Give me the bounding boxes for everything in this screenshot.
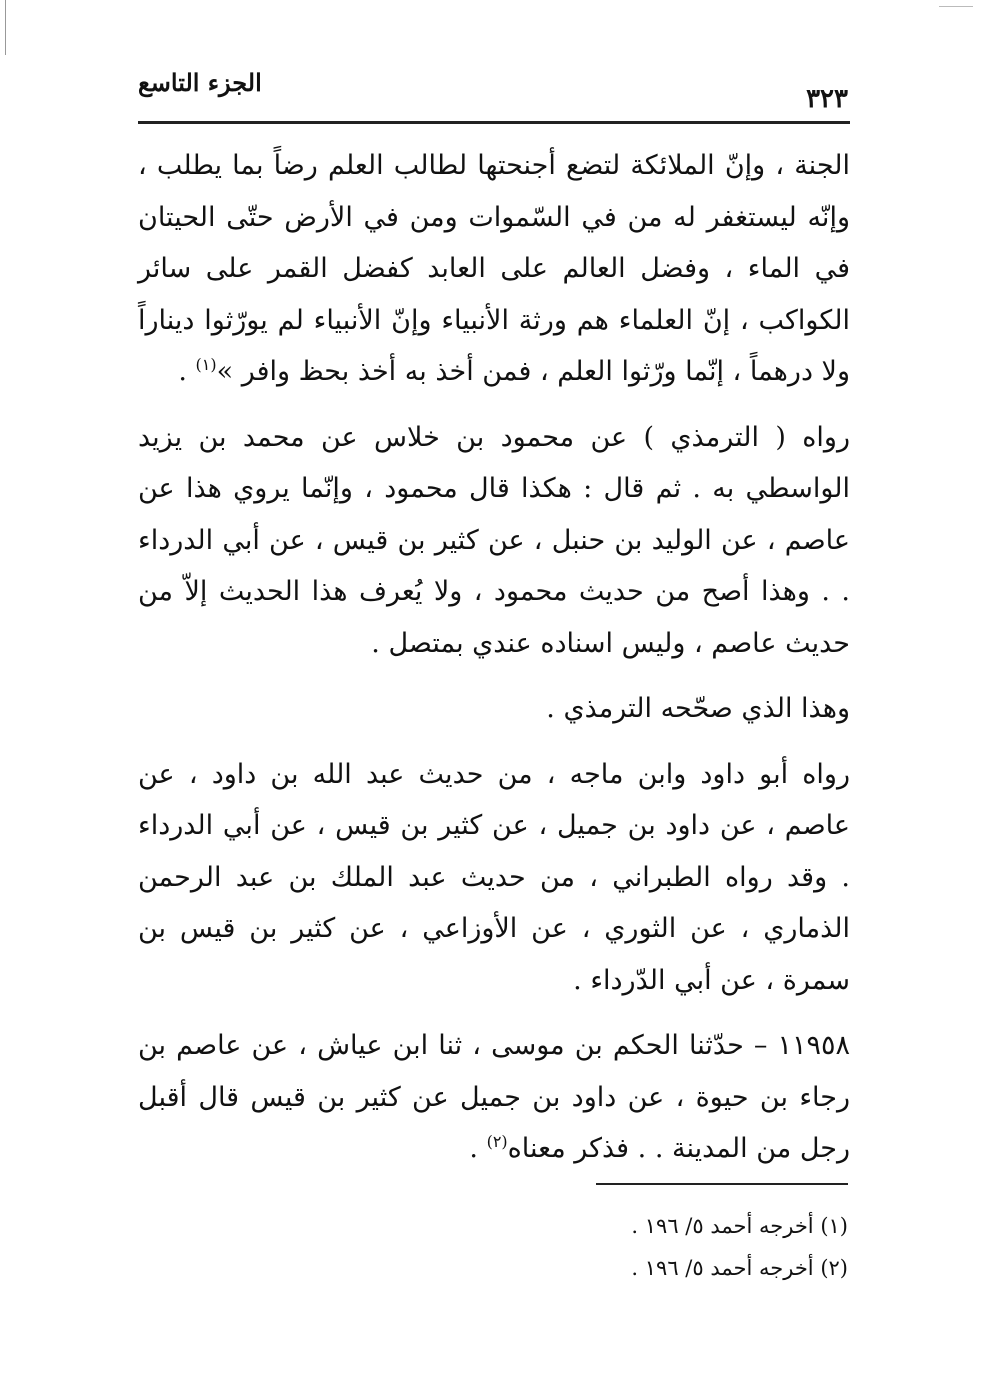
scan-edge-mark [5,0,6,55]
paragraph-tirmidhi [138,412,850,670]
page-number: ٣٢٣ [806,84,848,114]
running-header-title: الجزء التاسع [138,68,262,97]
main-text [138,140,850,1175]
paragraph-tail: . [469,1133,487,1164]
paragraph-text: رواه أبو داود وابن ماجه ، من حديث عبد الله بن داود ، عن عاصم ، عن داود بن جميل ، عن كثير بن قيس ، عن أبي الدرداء . وقد رواه الطبراني ، من حديث عبد الملك بن عبد الرحمن الذماري ، عن الثوري ، عن الأوزاعي ، عن كثير بن قيس بن سمرة ، عن أبي الدّرداء . [138,758,850,996]
footnote-marker-1[interactable]: (١) [195,355,217,374]
footnote-marker-2[interactable]: (٢) [486,1132,508,1151]
paragraph-tail: . [178,356,196,387]
footnote-rule [596,1183,848,1185]
paragraph-abu-dawud [138,749,850,1007]
paragraph-hadith-11958 [138,1020,850,1175]
paragraph-tirmidhi-note [138,683,850,735]
footnote-1: (١) أخرجه أحمد ٥/ ١٩٦ . [631,1214,848,1238]
footnote-2: (٢) أخرجه أحمد ٥/ ١٩٦ . [631,1256,848,1280]
header-rule [138,121,850,124]
paragraph-hadith-ending [138,140,850,398]
scan-corner-mark [939,6,973,7]
paragraph-text: الجنة ، وإنّ الملائكة لتضع أجنحتها لطالب العلم رضاً بما يطلب ، وإنّه ليستغفر له من في السّموات ومن في الأرض حتّى الحيتان في الماء ، وفضل العالم على العابد كفضل القمر على سائر الكواكب ، إنّ العلماء هم ورثة الأنبياء وإنّ الأنبياء لم يورّثوا ديناراً ولا درهماً ، إنّما ورّثوا العلم ، فمن أخذ به أخذ بحظ وافر » [138,150,850,387]
paragraph-text: ١١٩٥٨ – حدّثنا الحكم بن موسى ، ثنا ابن عياش ، عن عاصم بن رجاء بن حيوة ، عن داود بن جميل عن كثير بن قيس قال أقبل رجل من المدينة . . فذكر معناه [138,1030,850,1164]
paragraph-text: وهذا الذي صحّحه الترمذي . [546,693,850,724]
footnotes [400,1205,848,1289]
paragraph-text: رواه ( الترمذي ) عن محمود بن خلاس عن محمد بن يزيد الواسطي به . ثم قال : هكذا قال محمود ، وإنّما يروي هذا عن عاصم ، عن الوليد بن حنبل ، عن كثير بن قيس ، عن أبي الدرداء . . وهذا أصح من حديث محمود ، ولا يُعرف هذا الحديث إلاّ من حديث عاصم ، وليس اسناده عندي بمتصل . [138,421,850,659]
running-header [138,62,848,122]
